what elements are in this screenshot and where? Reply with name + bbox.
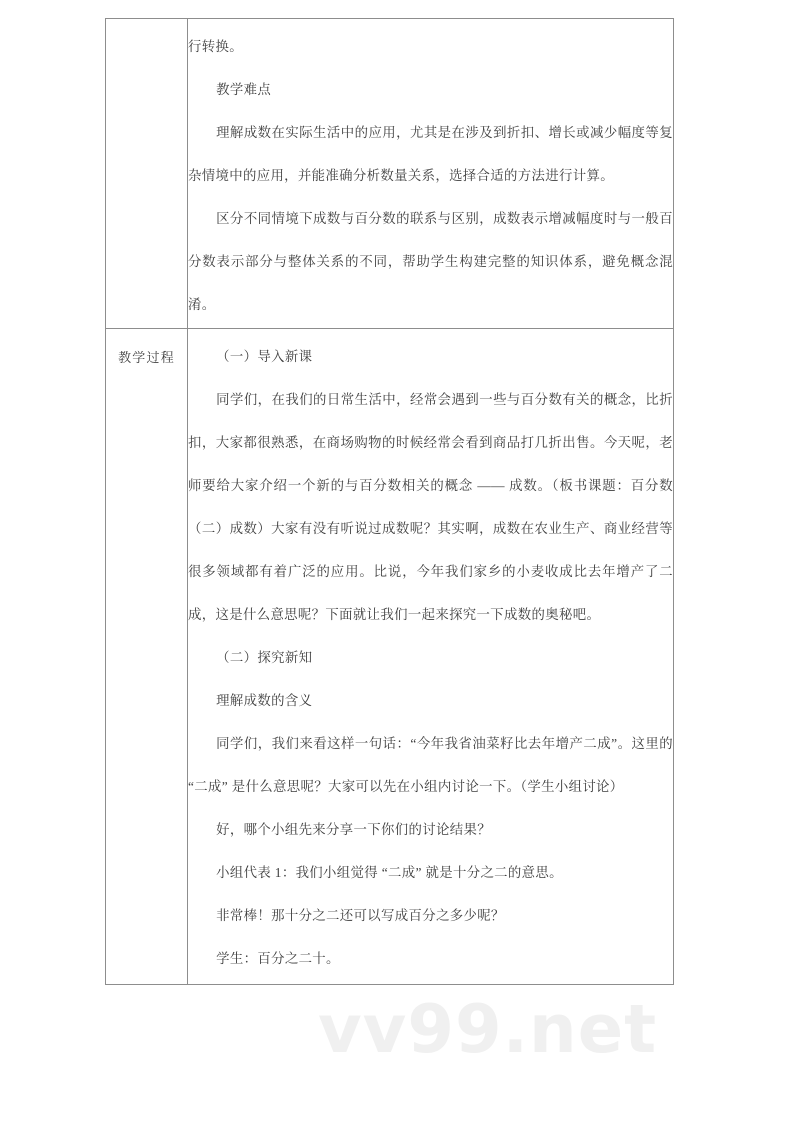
paragraph-teacher-followup-question: 非常棒！那十分之二还可以写成百分之多少呢？ <box>216 908 505 923</box>
lesson-plan-table <box>105 18 674 985</box>
paragraph-difficulty-application: 理解成数在实际生活中的应用，尤其是在涉及到折扣、增长或减少幅度等复杂情境中的应用，并能准确分析数量关系，选择合适的方法进行计算。 <box>188 125 673 183</box>
row-label-cell-teaching-process <box>106 329 188 985</box>
paragraph-section-heading-intro: （一）导入新课 <box>216 349 313 364</box>
paragraph-section-heading-explore: （二）探究新知 <box>216 650 313 665</box>
table-row-teaching-process <box>106 329 674 985</box>
row-label-text <box>106 19 187 37</box>
paragraph-teacher-prompt-share: 好，哪个小组先来分享一下你们的讨论结果？ <box>216 822 491 837</box>
paragraph-student-answer: 学生：百分之二十。 <box>216 951 340 966</box>
row-content-cell-teaching-difficulty <box>188 19 674 329</box>
row-label-text-teaching-process: 教学过程 <box>118 350 175 365</box>
watermark-vv99-net: vv99.net <box>318 990 658 1068</box>
paragraph-intro-body: 同学们，在我们的日常生活中，经常会遇到一些与百分数有关的概念，比折扣，大家都很熟悉，在商场购物的时候经常会看到商品打几折出售。今天呢，老师要给大家介绍一个新的与百分数相关的概念 —— 成数。（板书课题：百分数（二）成数）大家有没有听说过成数呢？其实啊，成数在农业生产、商业经营等很多领域都有着广泛的应用。比说，今年我们家乡的小麦收成比去年增产了二成，这是什么意思呢？下面就让我们一起来探究一下成数的奥秘吧。 <box>188 392 673 622</box>
paragraph-difficulty-distinction: 区分不同情境下成数与百分数的联系与区别，成数表示增减幅度时与一般百分数表示部分与整体关系的不同，帮助学生构建完整的知识体系，避免概念混淆。 <box>188 211 673 312</box>
paragraph-example-sentence: 同学们，我们来看这样一句话：“今年我省油菜籽比去年增产二成”。这里的 “二成” 是什么意思呢？大家可以先在小组内讨论一下。（学生小组讨论） <box>188 736 673 794</box>
paragraph-line-continuation: 行转换。 <box>188 39 243 54</box>
paragraph-heading-teaching-difficulty: 教学难点 <box>216 82 272 97</box>
table-row-teaching-difficulty <box>106 19 674 329</box>
paragraph-subheading-meaning: 理解成数的含义 <box>216 693 313 708</box>
row-label-cell-empty <box>106 19 188 329</box>
paragraph-group-representative-answer: 小组代表 1：我们小组觉得 “二成” 就是十分之二的意思。 <box>216 865 563 880</box>
row-content-cell-teaching-process <box>188 329 674 985</box>
